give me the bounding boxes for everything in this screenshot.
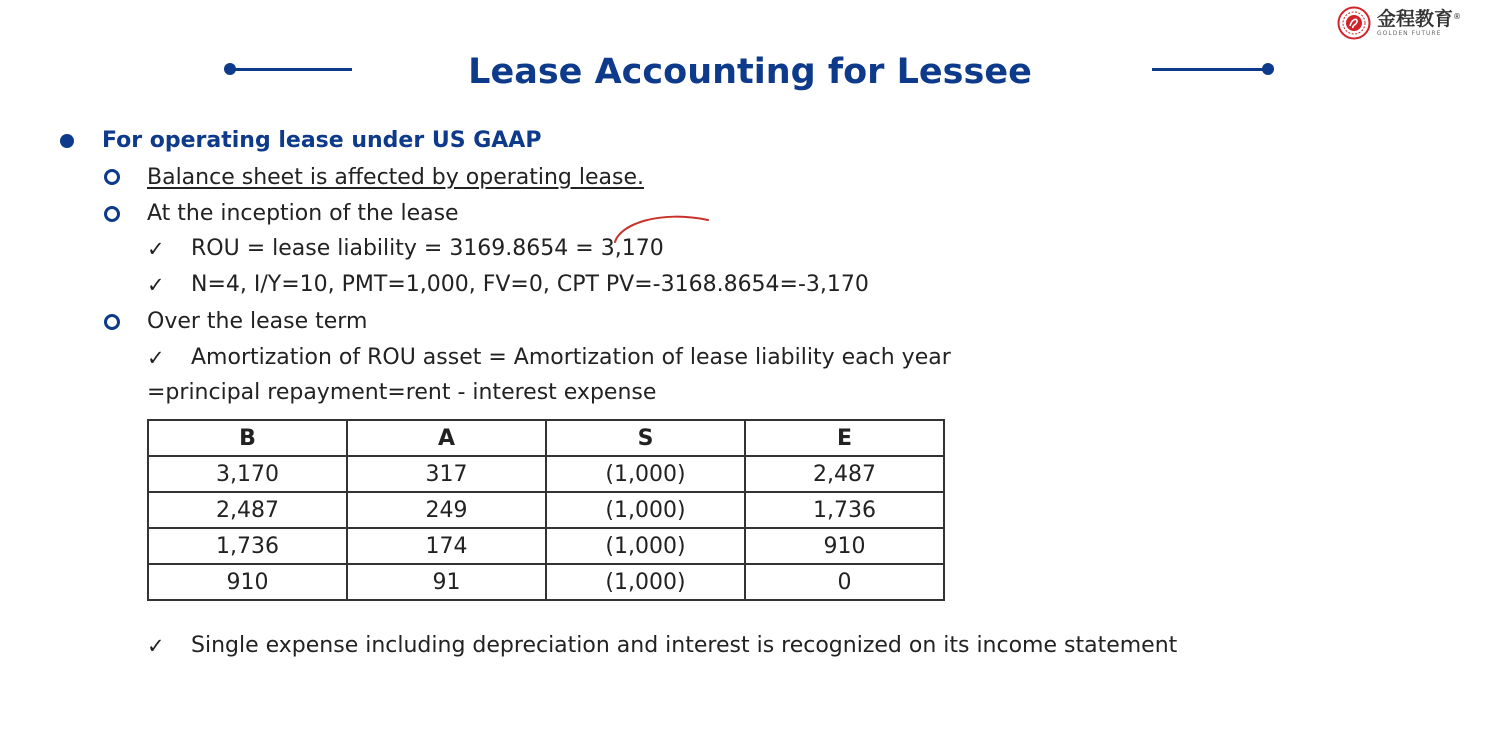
logo-english-name: GOLDEN FUTURE [1377,30,1442,37]
logo-chinese-name: 金程教育 ® [1377,8,1462,30]
principal-repayment-text: =principal repayment=rent - interest expense [147,380,657,405]
table-cell: (1,000) [546,528,745,564]
table-cell: (1,000) [546,492,745,528]
table-cell: 0 [745,564,944,600]
column-header: S [546,420,745,456]
rou-text: ROU = lease liability = 3169.8654 = 3,170 [191,236,664,261]
seal-icon [1337,6,1371,40]
table-header-row [148,420,944,456]
table-cell: 1,736 [148,528,347,564]
table-row [148,564,944,600]
ring-bullet-icon [104,206,120,222]
lease-term-text: Over the lease term [147,309,368,334]
table-row [148,492,944,528]
table-cell: 317 [347,456,546,492]
check-icon: ✓ [147,237,165,261]
column-header: A [347,420,546,456]
pen-annotation-stroke [600,206,720,246]
check-icon: ✓ [147,346,165,370]
check-icon: ✓ [147,634,165,658]
table-cell: 249 [347,492,546,528]
table-cell: (1,000) [546,564,745,600]
table-cell: 2,487 [148,492,347,528]
balance-sheet-text: Balance sheet is affected by operating lease. [147,165,645,190]
table-cell: 910 [745,528,944,564]
table-cell: 910 [148,564,347,600]
ring-bullet-icon [104,169,120,185]
column-header: E [745,420,944,456]
calculator-text: N=4, I/Y=10, PMT=1,000, FV=0, CPT PV=-3168.8654=-3,170 [191,272,869,297]
table-cell: 2,487 [745,456,944,492]
check-icon: ✓ [147,273,165,297]
table-cell: 174 [347,528,546,564]
table-cell: 1,736 [745,492,944,528]
table-row [148,528,944,564]
amortization-table [147,419,945,601]
registered-mark: ® [1453,12,1462,21]
table-cell: 91 [347,564,546,600]
table-cell: (1,000) [546,456,745,492]
table-row [148,456,944,492]
table-cell: 3,170 [148,456,347,492]
amortization-text: Amortization of ROU asset = Amortization of lease liability each year [191,345,951,370]
inception-text: At the inception of the lease [147,201,459,226]
single-expense-text: Single expense including depreciation and interest is recognized on its income statement [191,633,1178,658]
ring-bullet-icon [104,314,120,330]
section-heading: For operating lease under US GAAP [102,128,542,153]
bullet-dot-icon [60,134,74,148]
company-logo [1337,6,1462,40]
logo-text [1377,8,1462,37]
slide-title: Lease Accounting for Lessee [468,52,1032,92]
column-header: B [148,420,347,456]
